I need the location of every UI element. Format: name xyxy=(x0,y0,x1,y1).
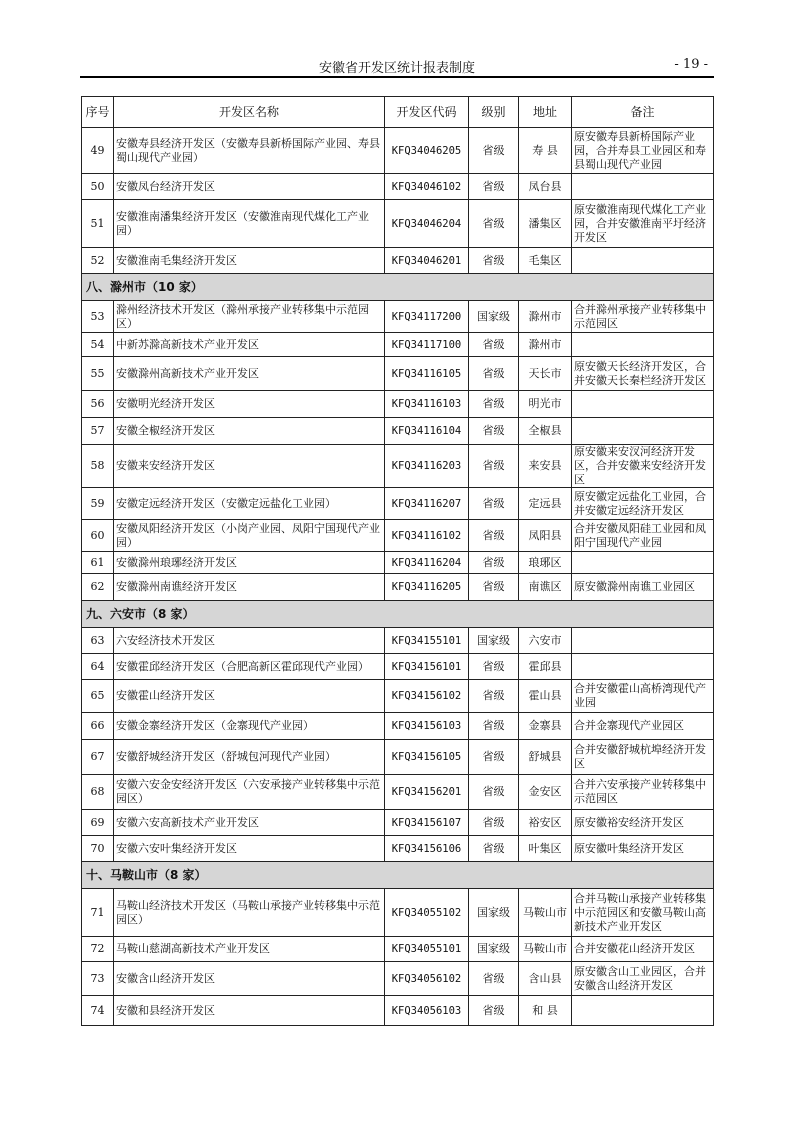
table-row xyxy=(82,445,714,488)
cell-address: 定远县 xyxy=(519,488,572,520)
cell-level: 省级 xyxy=(469,391,519,418)
column-header-level: 级别 xyxy=(469,97,519,128)
cell-address: 霍邱县 xyxy=(519,654,572,680)
cell-level: 省级 xyxy=(469,680,519,713)
cell-number: 71 xyxy=(82,889,114,937)
cell-level: 省级 xyxy=(469,488,519,520)
cell-number: 61 xyxy=(82,552,114,574)
cell-zone-name: 中新苏滁高新技术产业开发区 xyxy=(114,333,385,357)
cell-note: 原安徽叶集经济开发区 xyxy=(572,836,714,862)
column-header-address: 地址 xyxy=(519,97,572,128)
cell-note xyxy=(572,654,714,680)
table-row xyxy=(82,996,714,1026)
cell-zone-name: 马鞍山经济技术开发区（马鞍山承接产业转移集中示范园区） xyxy=(114,889,385,937)
development-zone-table xyxy=(81,96,714,1026)
cell-address: 含山县 xyxy=(519,962,572,996)
table-row xyxy=(82,418,714,445)
cell-note: 合并六安承接产业转移集中示范园区 xyxy=(572,775,714,810)
cell-address: 裕安区 xyxy=(519,810,572,836)
cell-note xyxy=(572,552,714,574)
table-row xyxy=(82,520,714,552)
table-row xyxy=(82,357,714,391)
cell-zone-code: KFQ34116203 xyxy=(385,445,469,488)
cell-address: 琅琊区 xyxy=(519,552,572,574)
section-title: 八、滁州市（10 家） xyxy=(82,274,714,301)
header-rule xyxy=(80,76,714,78)
cell-zone-code: KFQ34155101 xyxy=(385,628,469,654)
cell-number: 66 xyxy=(82,713,114,740)
cell-level: 省级 xyxy=(469,174,519,200)
cell-zone-code: KFQ34116207 xyxy=(385,488,469,520)
table-row xyxy=(82,333,714,357)
cell-level: 省级 xyxy=(469,418,519,445)
cell-address: 马鞍山市 xyxy=(519,889,572,937)
cell-zone-name: 安徽含山经济开发区 xyxy=(114,962,385,996)
cell-address: 霍山县 xyxy=(519,680,572,713)
cell-level: 省级 xyxy=(469,552,519,574)
cell-number: 62 xyxy=(82,574,114,601)
table-body xyxy=(82,128,714,1026)
cell-level: 省级 xyxy=(469,248,519,274)
cell-address: 全椒县 xyxy=(519,418,572,445)
table-row xyxy=(82,654,714,680)
cell-zone-name: 滁州经济技术开发区（滁州承接产业转移集中示范园区） xyxy=(114,301,385,333)
cell-note xyxy=(572,628,714,654)
section-row xyxy=(82,601,714,628)
cell-zone-code: KFQ34156201 xyxy=(385,775,469,810)
cell-number: 63 xyxy=(82,628,114,654)
cell-number: 56 xyxy=(82,391,114,418)
cell-address: 叶集区 xyxy=(519,836,572,862)
cell-zone-code: KFQ34156103 xyxy=(385,713,469,740)
table-row xyxy=(82,775,714,810)
cell-note: 合并安徽舒城杭埠经济开发区 xyxy=(572,740,714,775)
cell-note: 原安徽滁州南谯工业园区 xyxy=(572,574,714,601)
cell-zone-code: KFQ34116205 xyxy=(385,574,469,601)
table-row xyxy=(82,301,714,333)
page-header xyxy=(80,54,714,76)
cell-number: 55 xyxy=(82,357,114,391)
table-row xyxy=(82,391,714,418)
table-row xyxy=(82,889,714,937)
cell-number: 68 xyxy=(82,775,114,810)
section-row xyxy=(82,862,714,889)
cell-level: 省级 xyxy=(469,740,519,775)
cell-zone-code: KFQ34046204 xyxy=(385,200,469,248)
cell-number: 67 xyxy=(82,740,114,775)
cell-number: 58 xyxy=(82,445,114,488)
cell-zone-name: 安徽来安经济开发区 xyxy=(114,445,385,488)
cell-zone-code: KFQ34117100 xyxy=(385,333,469,357)
cell-zone-name: 安徽全椒经济开发区 xyxy=(114,418,385,445)
cell-number: 59 xyxy=(82,488,114,520)
cell-note: 合并马鞍山承接产业转移集中示范园区和安徽马鞍山高新技术产业开发区 xyxy=(572,889,714,937)
cell-note: 原安徽含山工业园区，合并安徽含山经济开发区 xyxy=(572,962,714,996)
table-row xyxy=(82,836,714,862)
cell-note: 合并安徽霍山高桥湾现代产业园 xyxy=(572,680,714,713)
section-title: 十、马鞍山市（8 家） xyxy=(82,862,714,889)
cell-address: 来安县 xyxy=(519,445,572,488)
cell-zone-code: KFQ34055102 xyxy=(385,889,469,937)
cell-number: 49 xyxy=(82,128,114,174)
cell-address: 和 县 xyxy=(519,996,572,1026)
cell-note: 合并金寨现代产业园区 xyxy=(572,713,714,740)
cell-zone-code: KFQ34116103 xyxy=(385,391,469,418)
cell-number: 51 xyxy=(82,200,114,248)
cell-zone-code: KFQ34056102 xyxy=(385,962,469,996)
cell-zone-code: KFQ34055101 xyxy=(385,937,469,962)
cell-address: 金寨县 xyxy=(519,713,572,740)
column-header-note: 备注 xyxy=(572,97,714,128)
cell-zone-name: 安徽寿县经济开发区（安徽寿县新桥国际产业园、寿县蜀山现代产业园） xyxy=(114,128,385,174)
cell-level: 省级 xyxy=(469,520,519,552)
table-row xyxy=(82,937,714,962)
cell-level: 省级 xyxy=(469,654,519,680)
cell-zone-code: KFQ34116102 xyxy=(385,520,469,552)
table-row xyxy=(82,574,714,601)
cell-number: 54 xyxy=(82,333,114,357)
table-row xyxy=(82,552,714,574)
cell-address: 明光市 xyxy=(519,391,572,418)
cell-zone-code: KFQ34156107 xyxy=(385,810,469,836)
cell-zone-name: 安徽舒城经济开发区（舒城包河现代产业园） xyxy=(114,740,385,775)
cell-note: 合并安徽花山经济开发区 xyxy=(572,937,714,962)
cell-number: 72 xyxy=(82,937,114,962)
cell-zone-name: 马鞍山慈湖高新技术产业开发区 xyxy=(114,937,385,962)
cell-zone-name: 安徽滁州琅琊经济开发区 xyxy=(114,552,385,574)
cell-zone-name: 安徽淮南毛集经济开发区 xyxy=(114,248,385,274)
cell-note xyxy=(572,248,714,274)
table-row xyxy=(82,713,714,740)
cell-zone-name: 六安经济技术开发区 xyxy=(114,628,385,654)
cell-zone-name: 安徽定远经济开发区（安徽定远盐化工业园） xyxy=(114,488,385,520)
cell-number: 52 xyxy=(82,248,114,274)
cell-note: 原安徽寿县新桥国际产业园，合并寿县工业园区和寿县蜀山现代产业园 xyxy=(572,128,714,174)
cell-note: 原安徽淮南现代煤化工产业园，合并安徽淮南平圩经济开发区 xyxy=(572,200,714,248)
cell-zone-code: KFQ34046201 xyxy=(385,248,469,274)
cell-number: 50 xyxy=(82,174,114,200)
cell-address: 滁州市 xyxy=(519,301,572,333)
cell-note: 原安徽裕安经济开发区 xyxy=(572,810,714,836)
cell-zone-name: 安徽淮南潘集经济开发区（安徽淮南现代煤化工产业园） xyxy=(114,200,385,248)
cell-zone-code: KFQ34056103 xyxy=(385,996,469,1026)
cell-level: 省级 xyxy=(469,200,519,248)
cell-address: 潘集区 xyxy=(519,200,572,248)
cell-address: 舒城县 xyxy=(519,740,572,775)
cell-number: 57 xyxy=(82,418,114,445)
cell-address: 寿 县 xyxy=(519,128,572,174)
section-row xyxy=(82,274,714,301)
cell-number: 69 xyxy=(82,810,114,836)
cell-note xyxy=(572,174,714,200)
cell-address: 马鞍山市 xyxy=(519,937,572,962)
table-row xyxy=(82,200,714,248)
cell-level: 省级 xyxy=(469,810,519,836)
cell-address: 天长市 xyxy=(519,357,572,391)
cell-level: 省级 xyxy=(469,574,519,601)
table-row xyxy=(82,628,714,654)
cell-zone-name: 安徽凤台经济开发区 xyxy=(114,174,385,200)
cell-note xyxy=(572,418,714,445)
cell-address: 凤台县 xyxy=(519,174,572,200)
cell-level: 国家级 xyxy=(469,889,519,937)
cell-address: 毛集区 xyxy=(519,248,572,274)
cell-zone-code: KFQ34156106 xyxy=(385,836,469,862)
page-number: - 19 - xyxy=(674,57,708,72)
cell-note: 原安徽天长经济开发区，合并安徽天长秦栏经济开发区 xyxy=(572,357,714,391)
cell-zone-name: 安徽六安高新技术产业开发区 xyxy=(114,810,385,836)
table-row xyxy=(82,174,714,200)
table-row xyxy=(82,488,714,520)
cell-level: 省级 xyxy=(469,357,519,391)
cell-number: 65 xyxy=(82,680,114,713)
cell-number: 70 xyxy=(82,836,114,862)
cell-zone-name: 安徽滁州高新技术产业开发区 xyxy=(114,357,385,391)
cell-note xyxy=(572,333,714,357)
cell-zone-code: KFQ34116105 xyxy=(385,357,469,391)
cell-zone-name: 安徽凤阳经济开发区（小岗产业园、凤阳宁国现代产业园） xyxy=(114,520,385,552)
cell-zone-code: KFQ34116204 xyxy=(385,552,469,574)
cell-zone-name: 安徽和县经济开发区 xyxy=(114,996,385,1026)
cell-number: 64 xyxy=(82,654,114,680)
cell-zone-name: 安徽明光经济开发区 xyxy=(114,391,385,418)
cell-zone-name: 安徽金寨经济开发区（金寨现代产业园） xyxy=(114,713,385,740)
cell-address: 凤阳县 xyxy=(519,520,572,552)
cell-zone-name: 安徽霍邱经济开发区（合肥高新区霍邱现代产业园） xyxy=(114,654,385,680)
cell-zone-code: KFQ34116104 xyxy=(385,418,469,445)
cell-zone-code: KFQ34156105 xyxy=(385,740,469,775)
column-header-no: 序号 xyxy=(82,97,114,128)
column-header-code: 开发区代码 xyxy=(385,97,469,128)
table-row xyxy=(82,740,714,775)
cell-address: 金安区 xyxy=(519,775,572,810)
cell-note xyxy=(572,996,714,1026)
table-header-row xyxy=(82,97,714,128)
cell-zone-code: KFQ34156102 xyxy=(385,680,469,713)
cell-level: 省级 xyxy=(469,962,519,996)
cell-level: 省级 xyxy=(469,333,519,357)
column-header-name: 开发区名称 xyxy=(114,97,385,128)
cell-note: 合并滁州承接产业转移集中示范园区 xyxy=(572,301,714,333)
table-row xyxy=(82,128,714,174)
cell-level: 国家级 xyxy=(469,937,519,962)
cell-zone-name: 安徽六安叶集经济开发区 xyxy=(114,836,385,862)
cell-level: 省级 xyxy=(469,775,519,810)
cell-level: 省级 xyxy=(469,445,519,488)
cell-number: 74 xyxy=(82,996,114,1026)
cell-note: 原安徽定远盐化工业园，合并安徽定远经济开发区 xyxy=(572,488,714,520)
cell-address: 南谯区 xyxy=(519,574,572,601)
cell-zone-code: KFQ34046102 xyxy=(385,174,469,200)
cell-address: 六安市 xyxy=(519,628,572,654)
cell-number: 60 xyxy=(82,520,114,552)
table-row xyxy=(82,680,714,713)
document-title: 安徽省开发区统计报表制度 xyxy=(318,61,475,76)
table-row xyxy=(82,962,714,996)
cell-level: 省级 xyxy=(469,996,519,1026)
section-title: 九、六安市（8 家） xyxy=(82,601,714,628)
cell-number: 53 xyxy=(82,301,114,333)
cell-level: 国家级 xyxy=(469,628,519,654)
cell-level: 国家级 xyxy=(469,301,519,333)
table-row xyxy=(82,810,714,836)
cell-zone-code: KFQ34156101 xyxy=(385,654,469,680)
cell-note: 原安徽来安汊河经济开发区，合并安徽来安经济开发区 xyxy=(572,445,714,488)
cell-zone-name: 安徽六安金安经济开发区（六安承接产业转移集中示范园区） xyxy=(114,775,385,810)
cell-zone-name: 安徽滁州南谯经济开发区 xyxy=(114,574,385,601)
cell-note: 合并安徽凤阳硅工业园和凤阳宁国现代产业园 xyxy=(572,520,714,552)
cell-zone-name: 安徽霍山经济开发区 xyxy=(114,680,385,713)
cell-number: 73 xyxy=(82,962,114,996)
cell-address: 滁州市 xyxy=(519,333,572,357)
table-row xyxy=(82,248,714,274)
cell-note xyxy=(572,391,714,418)
cell-zone-code: KFQ34046205 xyxy=(385,128,469,174)
cell-zone-code: KFQ34117200 xyxy=(385,301,469,333)
cell-level: 省级 xyxy=(469,128,519,174)
cell-level: 省级 xyxy=(469,836,519,862)
cell-level: 省级 xyxy=(469,713,519,740)
